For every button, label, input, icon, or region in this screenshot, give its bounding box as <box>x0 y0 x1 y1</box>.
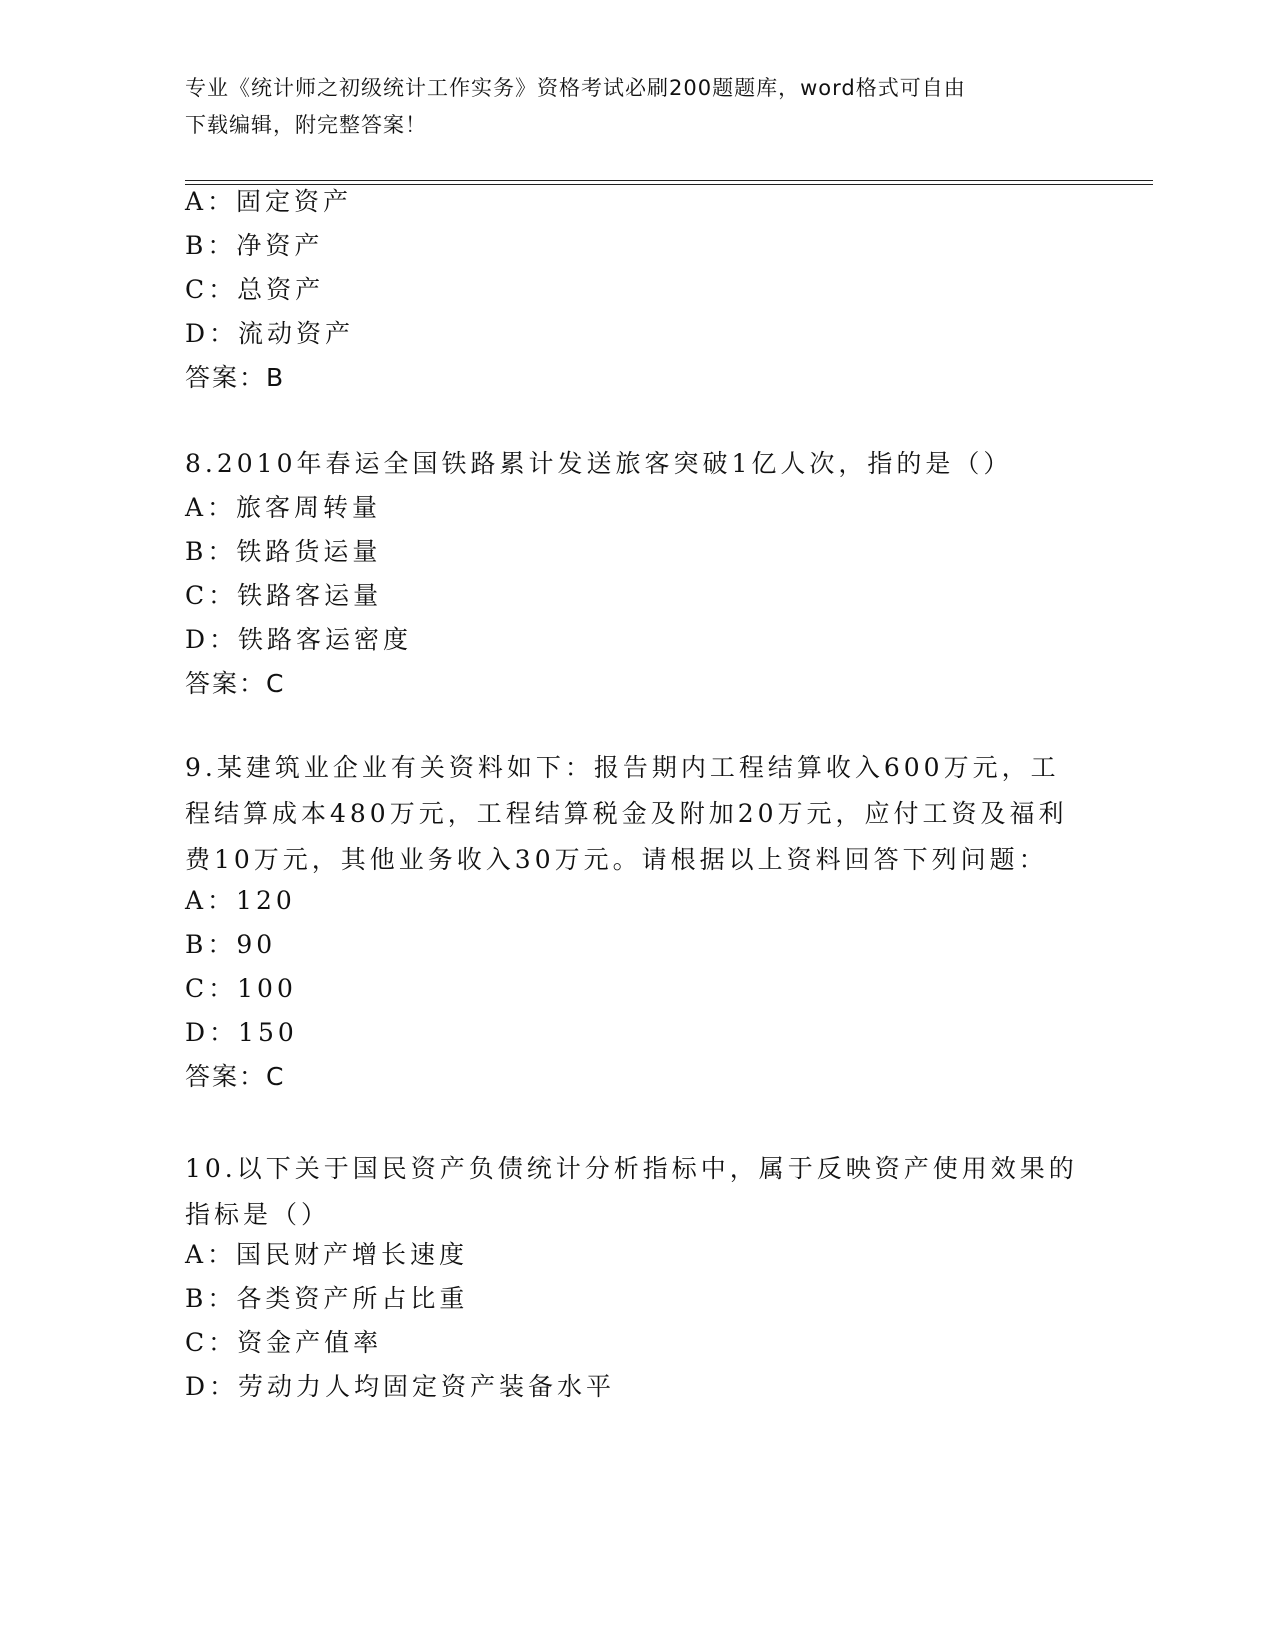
q8-option-a: A：旅客周转量 <box>185 493 382 522</box>
q10-question-line-1: 10.以下关于国民资产负债统计分析指标中，属于反映资产使用效果的 <box>185 1154 1078 1183</box>
q9-question <box>185 745 1085 883</box>
q10-option-b: B：各类资产所占比重 <box>185 1284 469 1313</box>
q10-question-line-2: 指标是（） <box>185 1200 331 1229</box>
q8-option-c: C：铁路客运量 <box>185 581 383 610</box>
q9-option-b: B：90 <box>185 930 277 959</box>
q9-question-line-3: 费10万元，其他业务收入30万元。请根据以上资料回答下列问题： <box>185 845 1048 874</box>
q10-option-d: D：劳动力人均固定资产装备水平 <box>185 1372 616 1401</box>
q9-question-line-1: 9.某建筑业企业有关资料如下：报告期内工程结算收入600万元，工 <box>185 753 1060 782</box>
header-line-2: 下载编辑，附完整答案！ <box>185 113 427 137</box>
q7-option-d: D：流动资产 <box>185 319 355 348</box>
q8-question: 8.2010年春运全国铁路累计发送旅客突破1亿人次，指的是（） <box>185 449 1013 478</box>
q9-option-c: C：100 <box>185 974 297 1003</box>
q9-question-line-2: 程结算成本480万元，工程结算税金及附加20万元，应付工资及福利 <box>185 799 1068 828</box>
header-divider-bottom <box>185 184 1153 185</box>
q9-option-d: D：150 <box>185 1018 298 1047</box>
q8-option-b: B：铁路货运量 <box>185 537 382 566</box>
q8-answer: 答案：C <box>185 669 286 698</box>
q10-question <box>185 1146 1085 1238</box>
q10-option-c: C：资金产值率 <box>185 1328 383 1357</box>
document-header <box>185 70 1065 144</box>
q8-option-d: D：铁路客运密度 <box>185 625 413 654</box>
q9-answer: 答案：C <box>185 1062 286 1091</box>
q7-option-a: A：固定资产 <box>185 187 353 216</box>
q10-option-a: A：国民财产增长速度 <box>185 1240 469 1269</box>
header-line-1: 专业《统计师之初级统计工作实务》资格考试必刷200题题库，word格式可自由 <box>185 76 966 100</box>
q7-answer: 答案：B <box>185 363 286 392</box>
q9-option-a: A：120 <box>185 886 296 915</box>
header-divider-top <box>185 180 1153 181</box>
q7-option-c: C：总资产 <box>185 275 325 304</box>
q7-option-b: B：净资产 <box>185 231 324 260</box>
